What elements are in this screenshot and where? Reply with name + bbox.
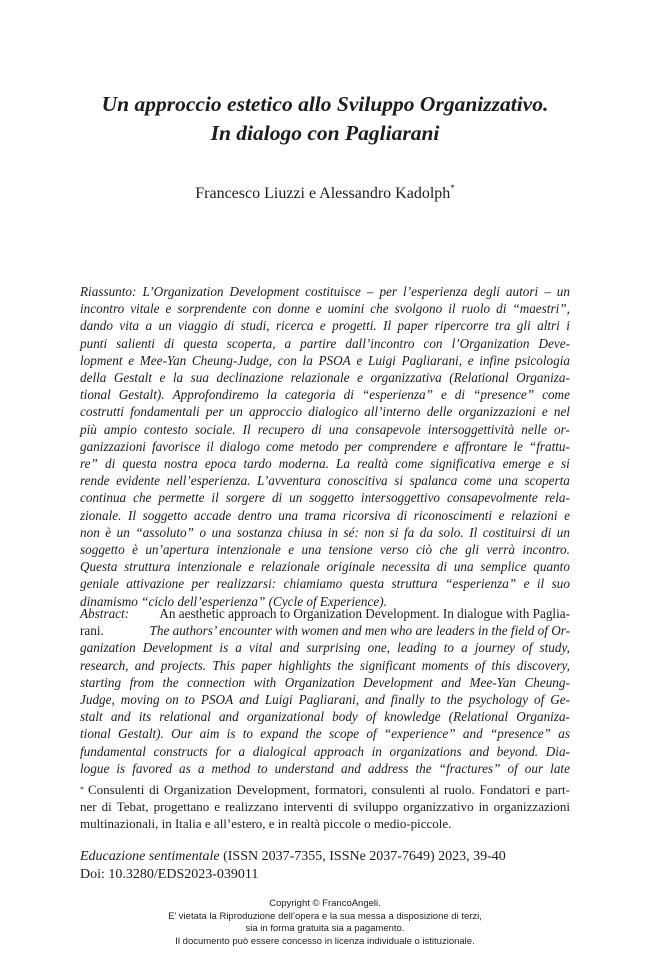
- copyright-line: Copyright © FrancoAngeli.: [269, 898, 381, 909]
- abstract-line: research, and projects. This paper highlights the significant moments of this discovery,: [80, 657, 570, 673]
- abstract-line: logue is favored as a method to understand and address the “fractures” of our late: [80, 760, 570, 776]
- riassunto-line: geniale attivazione per realizzarsi: chiamiamo questa struttura “esperienza” e il suo: [80, 576, 570, 592]
- riassunto-line: continua che permette il sorgere di un soggetto intersoggettivo consapevolmente rela-: [80, 490, 570, 506]
- riassunto-line: zionale. Il soggetto accade dentro una trama ricorsiva di riconoscimenti e relazioni e: [80, 507, 570, 523]
- article-title: [60, 90, 590, 148]
- riassunto-line: rende evidente nell’esperienza. L’avventura conoscitiva si spalanca come una scoperta: [80, 473, 570, 489]
- abstract-line-2-rest: The authors’ encounter with women and men who are leaders in the field of Or-: [149, 623, 570, 639]
- riassunto-line: incontro vitale e sorprendente con donne e uomini che svolgono il ruolo di “maestri”,: [80, 301, 570, 317]
- abstract-title-part: An aesthetic approach to Organization Development. In dialogue with Paglia-: [159, 606, 570, 621]
- author-footnote: [80, 781, 570, 832]
- riassunto-line: non è un “assoluto” o una sostanza chiusa in sé: non si fa da solo. Il costituirsi di un: [80, 524, 570, 540]
- abstract-line: stalt and its relational and organizational body of knowledge (Relational Organiza-: [80, 709, 570, 725]
- doi: Doi: 10.3280/EDS2023-039011: [80, 867, 259, 882]
- riassunto-line: tional Gestalt). Approfondiremo la categoria di “esperienza” e di “presence” come: [80, 387, 570, 403]
- riassunto-line: punti salienti di questa scoperta, a partire dall’incontro con l’Organization Deve-: [80, 335, 570, 351]
- riassunto-line: re” di questa nostra epoca tardo moderna. La realtà come significativa emerge e si: [80, 456, 570, 472]
- riassunto-paragraph: [80, 283, 570, 610]
- journal-name: Educazione sentimentale: [80, 849, 220, 864]
- footnote-line: * Consulenti di Organization Development, formatori, consulenti al ruolo. Fondatori e part-: [80, 782, 570, 797]
- riassunto-line: lopment e Mee-Yan Cheung-Judge, con la PSOA e Luigi Pagliarani, e infine psicologia: [80, 352, 570, 368]
- author-names: Francesco Liuzzi e Alessandro Kadolph: [195, 185, 451, 202]
- copyright-line: sia in forma gratuita sia a pagamento.: [245, 923, 405, 934]
- abstract-line: [80, 622, 570, 639]
- riassunto-line: dando vita a un viaggio di studi, ricerca e progetti. Il paper ripercorre tra gli altri i: [80, 318, 570, 334]
- riassunto-line: soggetto è un’apertura intenzionale e una tensione verso ciò che gli verrà incontro.: [80, 542, 570, 558]
- citation-details: (ISSN 2037-7355, ISSNe 2037-7649) 2023, 39-40: [219, 849, 506, 864]
- citation: [80, 848, 506, 884]
- footnote-mark: *: [80, 785, 84, 794]
- riassunto-line: ganizzazioni favorisce il dialogo come metodo per comprendere e affrontare le “frattu-: [80, 438, 570, 454]
- riassunto-line: Questa struttura intenzionale e relazionale originale necessita di una semplice quanto: [80, 559, 570, 575]
- abstract-title-part-2: rani.: [80, 623, 104, 639]
- riassunto-line: della Gestalt e la sua declinazione relazionale e organizzativa (Relational Organiza-: [80, 370, 570, 386]
- citation-line: [80, 848, 506, 866]
- abstract-body: [80, 639, 570, 777]
- footnote-line: multinazionali, in Italia e all’estero, e in realtà piccole o medio-piccole.: [80, 816, 452, 831]
- abstract-line: ganization Development is a vital and surprising one, leading to a journey of study,: [80, 640, 570, 656]
- abstract-line: starting from the connection with Organization Development and Mee-Yan Cheung-: [80, 674, 570, 690]
- author-line: [60, 185, 590, 203]
- abstract-label: Abstract:: [80, 606, 130, 621]
- abstract-line: fundamental constructs for a dialogical approach in organizations and beyond. Dia-: [80, 743, 570, 759]
- author-footnote-mark: *: [450, 183, 455, 193]
- abstract-paragraph: [80, 605, 570, 777]
- abstract-line: Judge, moving on to PSOA and Luigi Pagliarani, and finally to the psychology of Ge-: [80, 692, 570, 708]
- article-title-line-1: Un approccio estetico allo Sviluppo Organizzativo.: [101, 92, 549, 116]
- riassunto-line: Riassunto: L’Organization Development costituisce – per l’esperienza degli autori – un: [80, 284, 570, 299]
- copyright-line: E’ vietata la Riproduzione dell’opera e la sua messa a disposizione di terzi,: [168, 910, 482, 922]
- article-title-line-2: In dialogo con Pagliarani: [210, 121, 440, 145]
- footnote-line: ner di Tebat, progettano e realizzano interventi di sviluppo organizzativo in organizzazioni: [80, 799, 570, 814]
- riassunto-line: costrutti fondamentali per un approccio dialogico all’interno delle organizzazioni e nel: [80, 404, 570, 420]
- riassunto-line: dinamismo “ciclo dell’esperienza” (Cycle of Experience).: [80, 593, 387, 609]
- abstract-line: [80, 605, 570, 622]
- riassunto-line: più ampio contesto sociale. Il recupero di una consapevole intersoggettività nelle or-: [80, 421, 570, 437]
- copyright-notice: [0, 898, 650, 948]
- copyright-line: Il documento può essere concesso in licenza individuale o istituzionale.: [175, 935, 475, 947]
- abstract-line: tional Gestalt). Our aim is to expand the scope of “experience” and “presence” as: [80, 726, 570, 742]
